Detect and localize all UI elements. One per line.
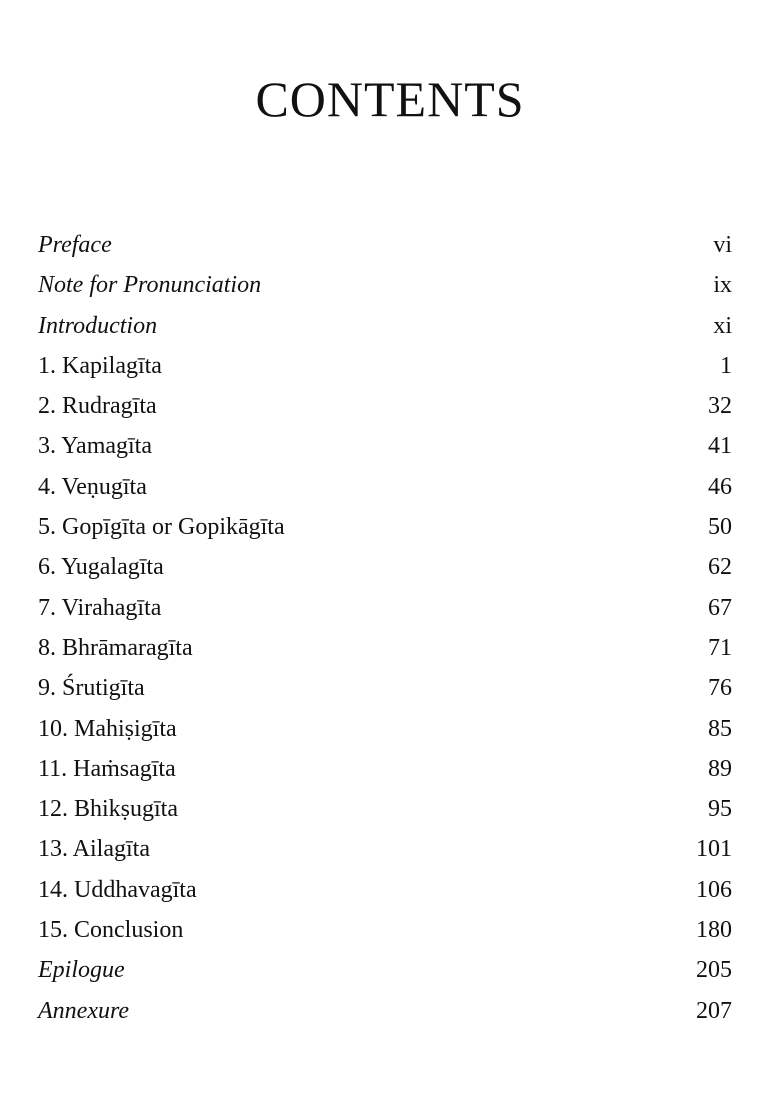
- toc-entry-preface[interactable]: [38, 232, 732, 272]
- toc-entry-title: Epilogue: [38, 957, 125, 984]
- toc-entry-page: 41: [708, 433, 732, 460]
- toc-entry-page: 67: [708, 594, 732, 621]
- toc-entry-title: 9. Śrutigīta: [38, 675, 145, 702]
- toc-entry-page: 180: [696, 917, 732, 944]
- toc-entry-page: 89: [708, 755, 732, 782]
- toc-entry-page: 71: [708, 634, 732, 661]
- toc-entry-page: 85: [708, 715, 732, 742]
- toc-entry-venugita[interactable]: [38, 474, 732, 514]
- toc-entry-title: 11. Haṁsagīta: [38, 755, 176, 782]
- toc-entry-title: 5. Gopīgīta or Gopikāgīta: [38, 514, 285, 541]
- toc-entry-title: Introduction: [38, 312, 158, 339]
- toc-entry-title: 14. Uddhavagīta: [38, 876, 197, 903]
- toc-entry-title: Preface: [38, 232, 112, 258]
- toc-entry-page: xi: [713, 312, 732, 339]
- toc-entry-title: 7. Virahagīta: [38, 594, 162, 621]
- toc-entry-page: 32: [708, 393, 732, 420]
- toc-entry-page: 101: [696, 836, 732, 863]
- toc-entry-uddhavagita[interactable]: [38, 877, 732, 917]
- toc-entry-page: 76: [708, 675, 732, 702]
- toc-entry-title: 6. Yugalagīta: [38, 554, 164, 581]
- toc-entry-page: ix: [713, 272, 732, 299]
- toc-entry-title: Annexure: [38, 997, 130, 1024]
- toc-entry-rudragita[interactable]: [38, 393, 732, 433]
- toc-entry-title: 2. Rudragīta: [38, 393, 157, 420]
- toc-entry-title: 15. Conclusion: [38, 917, 184, 944]
- toc-entry-title: 3. Yamagīta: [38, 433, 152, 460]
- toc-entry-annexure[interactable]: [38, 998, 732, 1038]
- toc-entry-title: 8. Bhrāmaragīta: [38, 634, 193, 661]
- toc-entry-page: 1: [720, 352, 732, 379]
- toc-entry-bhiksugita[interactable]: [38, 796, 732, 836]
- toc-entry-bhramaragita[interactable]: [38, 635, 732, 675]
- toc-entry-gopigita[interactable]: [38, 514, 732, 554]
- toc-entry-kapilagita[interactable]: [38, 353, 732, 393]
- toc-entry-page: 207: [696, 997, 732, 1024]
- toc-entry-title: 12. Bhikṣugīta: [38, 796, 179, 823]
- toc-entry-page: 50: [708, 514, 732, 541]
- table-of-contents: [38, 232, 732, 1038]
- toc-entry-page: vi: [713, 232, 732, 258]
- toc-entry-page: 95: [708, 796, 732, 823]
- toc-entry-yugalagita[interactable]: [38, 554, 732, 594]
- toc-entry-epilogue[interactable]: [38, 957, 732, 997]
- toc-entry-title: 13. Ailagīta: [38, 836, 150, 863]
- toc-entry-note-for-pronunciation[interactable]: [38, 272, 732, 312]
- toc-entry-title: 10. Mahiṣigīta: [38, 715, 177, 742]
- toc-entry-page: 62: [708, 554, 732, 581]
- toc-entry-page: 46: [708, 473, 732, 500]
- toc-entry-virahagita[interactable]: [38, 595, 732, 635]
- toc-entry-title: Note for Pronunciation: [38, 272, 262, 299]
- page-title: CONTENTS: [255, 71, 525, 127]
- toc-entry-ailagita[interactable]: [38, 836, 732, 876]
- toc-entry-conclusion[interactable]: [38, 917, 732, 957]
- toc-entry-srutigita[interactable]: [38, 675, 732, 715]
- toc-entry-yamagita[interactable]: [38, 433, 732, 473]
- toc-entry-title: 4. Veṇugīta: [38, 473, 147, 500]
- toc-entry-page: 106: [696, 876, 732, 903]
- toc-entry-introduction[interactable]: [38, 313, 732, 353]
- toc-entry-page: 205: [696, 957, 732, 984]
- toc-entry-title: 1. Kapilagīta: [38, 352, 162, 379]
- toc-entry-mahisigita[interactable]: [38, 716, 732, 756]
- toc-entry-hamsagita[interactable]: [38, 756, 732, 796]
